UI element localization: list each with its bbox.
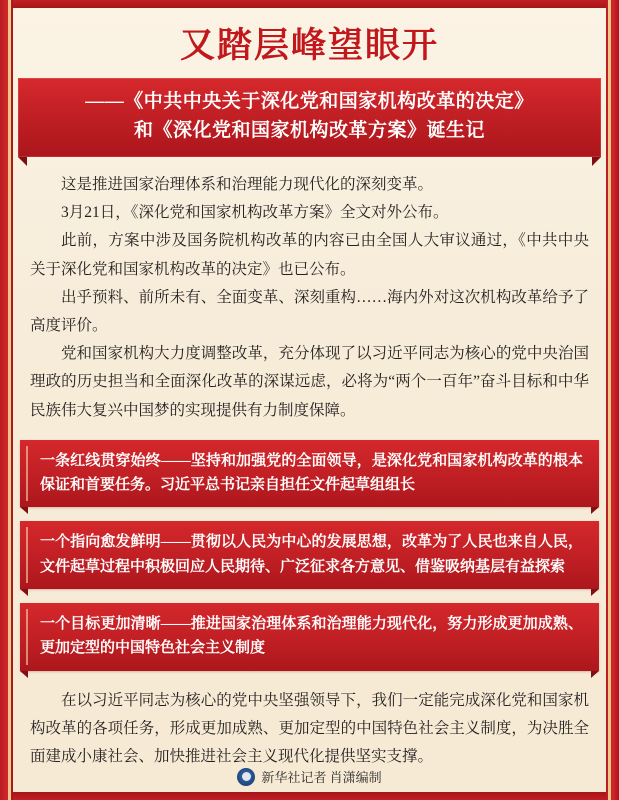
- paragraph: 在以习近平同志为核心的党中央坚强领导下，我们一定能完成深化党和国家机构改革的各项任务，形成更加成熟、更加定型的中国特色社会主义制度，为决胜全面建成小康社会、加快推进社会主义现代化提供坚实支撑。: [30, 691, 589, 766]
- callout-item: [20, 440, 599, 508]
- subtitle-line-1: ——《中共中央关于深化党和国家机构改革的决定》: [85, 91, 534, 112]
- callout-tail-right: [591, 507, 599, 514]
- callout-text: 一个目标更加清晰——推进国家治理体系和治理能力现代化，努力形成更加成熟、更加定型的中国特色社会主义制度: [40, 616, 583, 657]
- subtitle-line-2: 和《深化党和国家机构改革方案》诞生记: [133, 119, 485, 141]
- callout-item: [20, 521, 599, 589]
- xinhua-emblem-icon: [237, 768, 255, 786]
- callout-tail-left: [20, 507, 28, 514]
- callout-text: 一个指向愈发鲜明——贯彻以人民为中心的发展思想，改革为了人民也来自人民，文件起草过程中积极回应人民期待、广泛征求各方意见、借鉴吸纳基层有益探索: [40, 534, 583, 575]
- paragraph: 此前，方案中涉及国务院机构改革的内容已由全国人大审议通过，《中共中央关于深化党和国家机构改革的决定》也已公布。: [30, 232, 589, 278]
- paragraph: 党和国家机构大力度调整改革，充分体现了以习近平同志为核心的党中央治国理政的历史担当和全面深化改革的深谋远虑，必将为“两个一百年”奋斗目标和中华民族伟大复兴中国梦的实现提供有力制度保障。: [30, 345, 589, 419]
- subtitle-banner: [18, 78, 601, 157]
- left-border-inner-line: [8, 0, 11, 800]
- paragraph: 3月21日，《深化党和国家机构改革方案》全文对外公布。: [61, 204, 449, 222]
- intro-body-text: [16, 171, 603, 425]
- callout-text: 一条红线贯穿始终——坚持和加强党的全面领导，是深化党和国家机构改革的根本保证和首要任务。习近平总书记亲自担任文件起草组组长: [40, 452, 583, 494]
- right-border-inner-line: [608, 0, 611, 800]
- callout-tail-left: [20, 671, 28, 678]
- paragraph: 出乎预料、前所未有、全面变革、深刻重构……海内外对这次机构改革给予了高度评价。: [30, 288, 589, 335]
- callout-tail-right: [591, 671, 599, 678]
- right-border-band: [606, 0, 619, 800]
- credit-text: 新华社记者 肖潇编制: [261, 770, 382, 785]
- poster-content: [16, 0, 603, 800]
- ribbon-notch-right: [592, 157, 601, 166]
- page-title: 又踏层峰望眼开: [179, 26, 439, 65]
- callout-tail-right: [591, 589, 599, 596]
- footer-credit: [0, 767, 619, 786]
- callout-tail-left: [20, 589, 28, 596]
- ribbon-notch-left: [18, 157, 27, 166]
- paragraph: 这是推进国家治理体系和治理能力现代化的深刻变革。: [61, 176, 434, 193]
- closing-body-text: [16, 687, 603, 772]
- left-border-band: [0, 0, 13, 800]
- callout-list: [20, 440, 599, 671]
- callout-item: [20, 603, 599, 671]
